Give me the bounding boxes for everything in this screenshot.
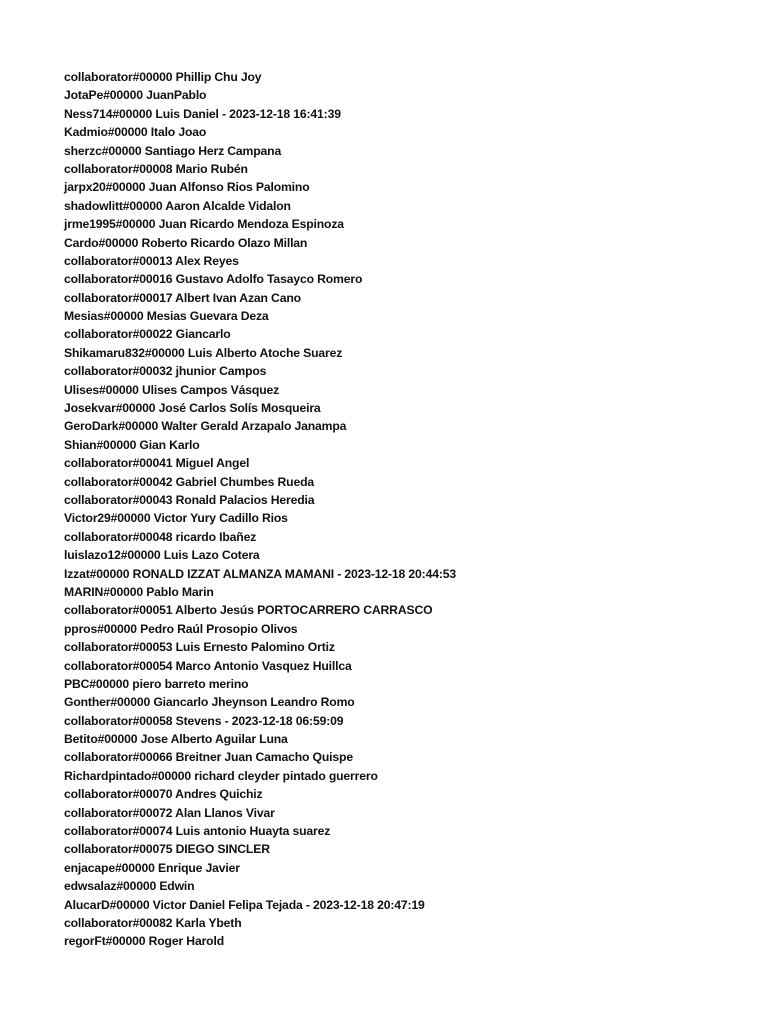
- list-item: ppros#00000 Pedro Raúl Prosopio Olivos: [64, 621, 298, 636]
- list-item: collaborator#00042 Gabriel Chumbes Rueda: [64, 474, 315, 489]
- list-item: jarpx20#00000 Juan Alfonso Rios Palomino: [64, 180, 310, 195]
- list-item: collaborator#00017 Albert Ivan Azan Cano: [64, 290, 301, 305]
- list-item: enjacape#00000 Enrique Javier: [64, 860, 240, 875]
- list-item: collaborator#00000 Phillip Chu Joy: [64, 70, 262, 84]
- list-item: AlucarD#00000 Victor Daniel Felipa Tejada - 2023-12-18 20:47:19: [64, 897, 425, 912]
- list-item: Gonther#00000 Giancarlo Jheynson Leandro Romo: [64, 695, 355, 710]
- list-item: Victor29#00000 Victor Yury Cadillo Rios: [64, 511, 288, 526]
- list-item: collaborator#00048 ricardo Ibañez: [64, 529, 257, 544]
- list-item: collaborator#00070 Andres Quichiz: [64, 787, 263, 802]
- list-item: Ulises#00000 Ulises Campos Vásquez: [64, 382, 280, 397]
- list-item: Josekvar#00000 José Carlos Solís Mosqueira: [64, 401, 321, 416]
- list-item: collaborator#00008 Mario Rubén: [64, 161, 248, 176]
- list-item: collaborator#00054 Marco Antonio Vasquez Huillca: [64, 658, 352, 673]
- list-item: edwsalaz#00000 Edwin: [64, 879, 195, 894]
- list-item: regorFt#00000 Roger Harold: [64, 934, 225, 949]
- list-item: sherzc#00000 Santiago Herz Campana: [64, 143, 282, 158]
- list-item: collaborator#00032 jhunior Campos: [64, 364, 267, 379]
- list-item: Betito#00000 Jose Alberto Aguilar Luna: [64, 732, 288, 747]
- list-item: jrme1995#00000 Juan Ricardo Mendoza Espinoza: [64, 217, 344, 232]
- list-item: collaborator#00074 Luis antonio Huayta suarez: [64, 824, 331, 839]
- list-item: Mesias#00000 Mesias Guevara Deza: [64, 309, 269, 324]
- list-item: Cardo#00000 Roberto Ricardo Olazo Millan: [64, 235, 308, 250]
- list-item: GeroDark#00000 Walter Gerald Arzapalo Janampa: [64, 419, 347, 434]
- list-item: collaborator#00043 Ronald Palacios Heredia: [64, 492, 315, 507]
- list-item: collaborator#00075 DIEGO SINCLER: [64, 842, 270, 857]
- list-item: collaborator#00058 Stevens - 2023-12-18 06:59:09: [64, 713, 344, 728]
- list-item: collaborator#00051 Alberto Jesús PORTOCARRERO CARRASCO: [64, 603, 433, 618]
- list-item: collaborator#00066 Breitner Juan Camacho Quispe: [64, 750, 353, 765]
- list-item: collaborator#00016 Gustavo Adolfo Tasayco Romero: [64, 272, 363, 287]
- list-item: Shian#00000 Gian Karlo: [64, 437, 200, 452]
- list-item: collaborator#00082 Karla Ybeth: [64, 915, 242, 930]
- list-item: PBC#00000 piero barreto merino: [64, 676, 249, 691]
- list-item: shadowlitt#00000 Aaron Alcalde Vidalon: [64, 198, 291, 213]
- list-item: luislazo12#00000 Luis Lazo Cotera: [64, 548, 260, 563]
- list-item: collaborator#00013 Alex Reyes: [64, 253, 239, 268]
- list-item: collaborator#00072 Alan Llanos Vivar: [64, 805, 275, 820]
- list-item: Shikamaru832#00000 Luis Alberto Atoche Suarez: [64, 345, 343, 360]
- list-item: collaborator#00022 Giancarlo: [64, 327, 231, 342]
- list-item: Richardpintado#00000 richard cleyder pintado guerrero: [64, 768, 378, 783]
- collaborator-list: [64, 68, 456, 951]
- list-item: JotaPe#00000 JuanPablo: [64, 88, 207, 103]
- list-item: Ness714#00000 Luis Daniel - 2023-12-18 16:41:39: [64, 106, 341, 121]
- list-item: collaborator#00053 Luis Ernesto Palomino Ortiz: [64, 640, 335, 655]
- list-item: MARIN#00000 Pablo Marin: [64, 584, 214, 599]
- list-item: Kadmio#00000 Italo Joao: [64, 125, 207, 140]
- list-item: Izzat#00000 RONALD IZZAT ALMANZA MAMANI - 2023-12-18 20:44:53: [64, 566, 457, 581]
- list-item: collaborator#00041 Miguel Angel: [64, 456, 250, 471]
